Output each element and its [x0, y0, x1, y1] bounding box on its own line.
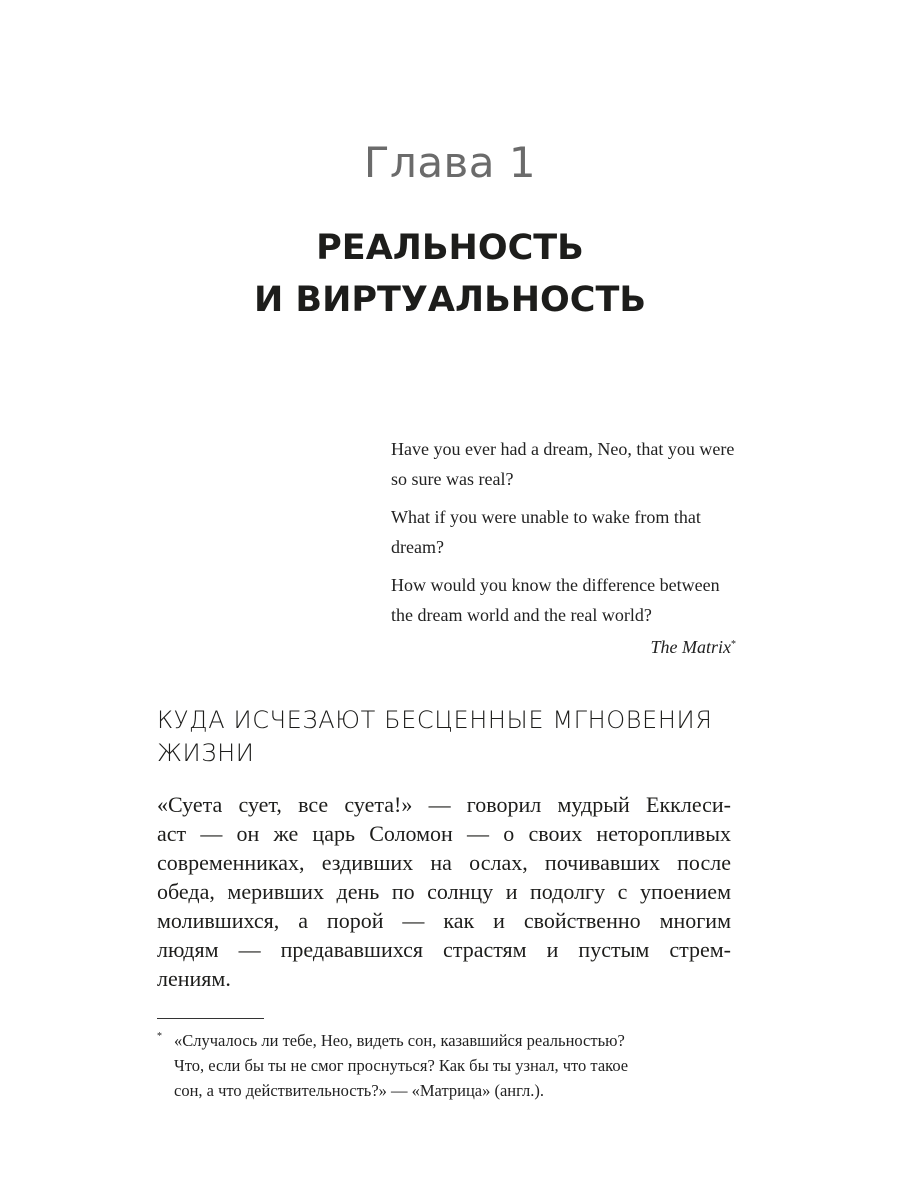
- epigraph-paragraph: What if you were unable to wake from that dream?: [391, 507, 701, 557]
- epigraph: [391, 434, 736, 670]
- body-line: обеда, меривших день по солнцу и подолгу с упоением: [157, 879, 731, 904]
- body-line: современниках, ездивших на ослах, почивавших после: [157, 850, 731, 875]
- section-heading-line: КУДА ИСЧЕЗАЮТ БЕСЦЕННЫЕ МГНОВЕНИЯ: [157, 706, 713, 734]
- chapter-title-line: И ВИРТУАЛЬНОСТЬ: [253, 280, 647, 320]
- section-heading: [157, 704, 757, 770]
- footnote-line: Что, если бы ты не смог проснуться? Как бы ты узнал, что такое: [174, 1056, 629, 1075]
- footnote-mark: *: [157, 1031, 162, 1042]
- body-line: молившихся, а порой — как и свойственно многим: [157, 908, 731, 933]
- footnote: [157, 1028, 737, 1103]
- epigraph-paragraph: How would you know the difference between the dream world and the real world?: [391, 575, 720, 625]
- footnote-divider: [157, 1018, 264, 1019]
- footnote-line: «Случалось ли тебе, Нео, видеть сон, казавшийся реальностью?: [174, 1031, 625, 1050]
- section-heading-line: ЖИЗНИ: [157, 739, 255, 767]
- footnote-text: [157, 1028, 737, 1103]
- epigraph-paragraph: Have you ever had a dream, Neo, that you were so sure was real?: [391, 439, 735, 489]
- footnote-line: сон, а что действительность?» — «Матрица» (англ.).: [174, 1081, 545, 1100]
- body-line: аст — он же царь Соломон — о своих неторопливых: [157, 821, 731, 846]
- epigraph-source: [391, 632, 736, 662]
- footnote-reference-mark[interactable]: *: [731, 639, 736, 650]
- chapter-number: Глава 1: [363, 138, 537, 187]
- body-line: «Суета сует, все суета!» — говорил мудрый Екклеси-: [157, 792, 731, 817]
- epigraph-source-title: The Matrix: [650, 637, 731, 657]
- chapter-title-line: РЕАЛЬНОСТЬ: [316, 228, 584, 268]
- body-paragraph: [157, 790, 731, 993]
- chapter-title: [0, 222, 900, 326]
- body-line: лениям.: [157, 966, 231, 991]
- body-line: людям — предававшихся страстям и пустым стрем-: [157, 937, 731, 962]
